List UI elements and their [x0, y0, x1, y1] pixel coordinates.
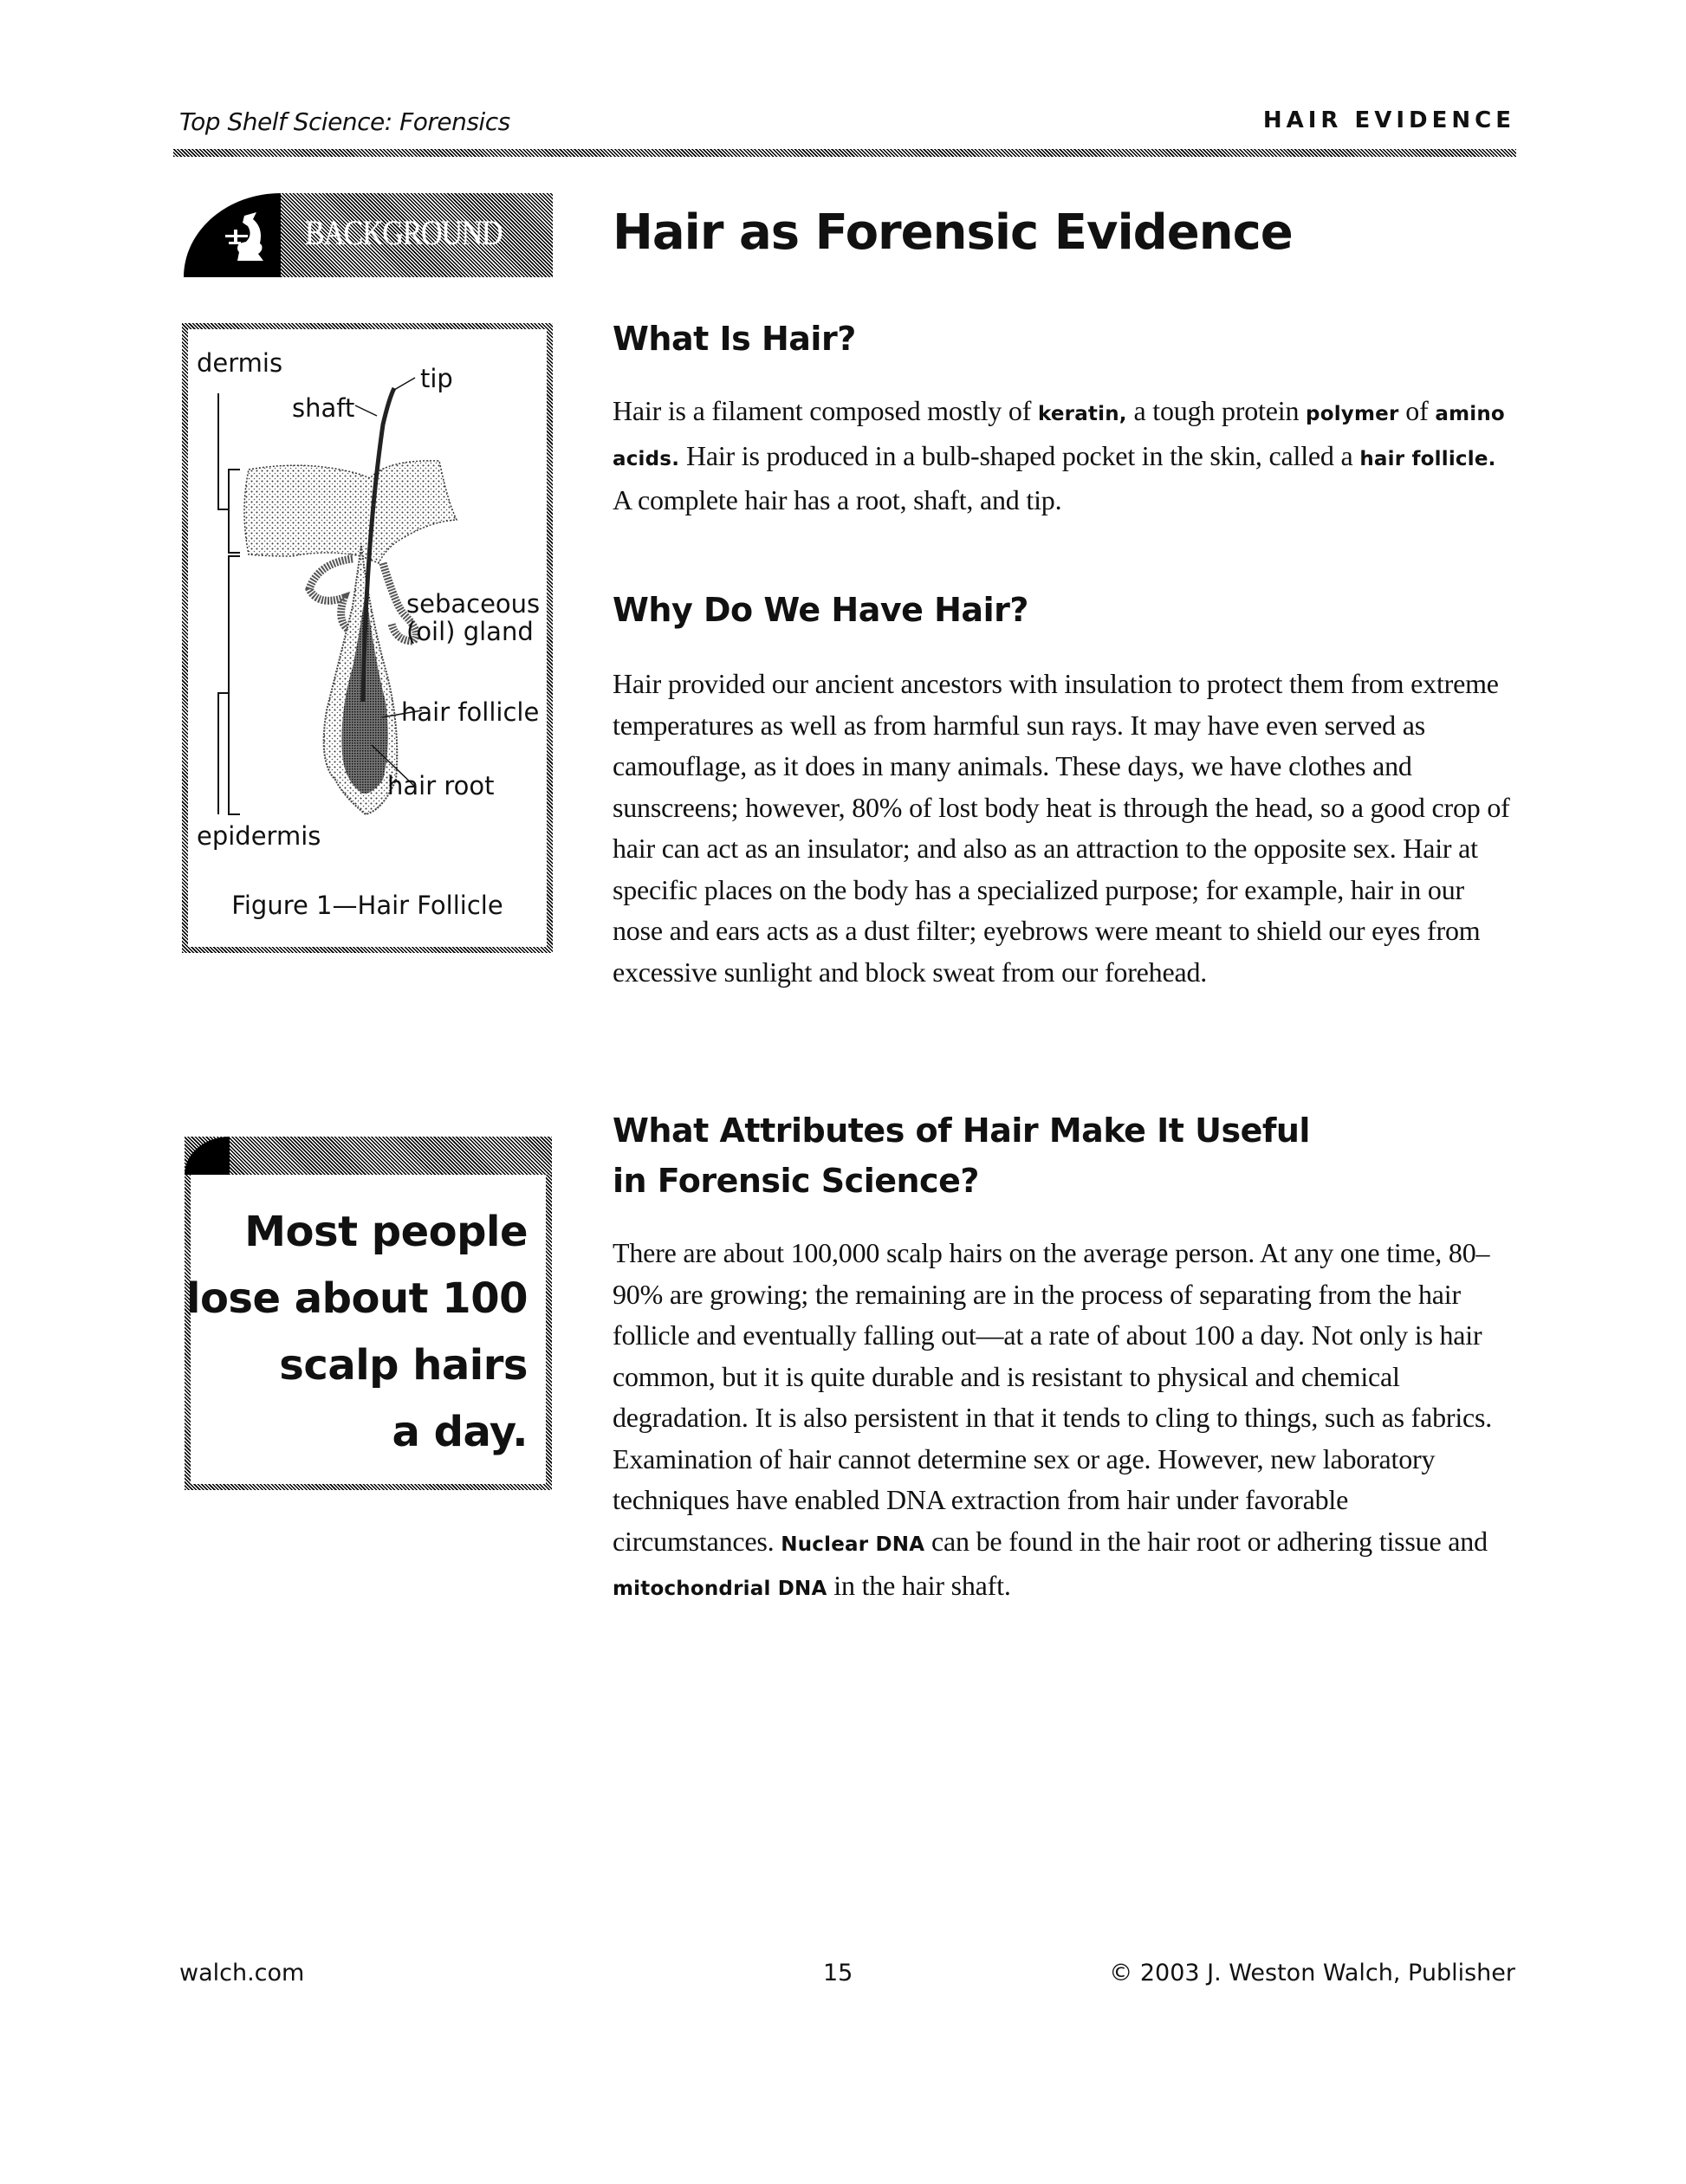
- label-hair-follicle: hair follicle: [401, 697, 540, 727]
- section-heading-why-hair: Why Do We Have Hair?: [613, 591, 1028, 629]
- section-heading-what-is-hair: What Is Hair?: [613, 320, 856, 358]
- footer-website: walch.com: [179, 1960, 305, 1986]
- glossary-term: polymer: [1306, 403, 1399, 425]
- label-tip: tip: [420, 364, 453, 393]
- glossary-term: hair follicle.: [1359, 447, 1496, 470]
- section-paragraph-why-hair: Hair provided our ancient ancestors with insulation to protect them from extreme temperatures as well as from harmful sun rays. It may have even served as camouflage, as it does in many animals. These days, we have clothes and sunscreens; however, 80% of lost body heat is through the head, so a good crop of hair can act as an insulator; and also as an attraction to the opposite sex. Hair at specific places on the body has a specialized purpose; for example, hair in our nose and ears acts as a dust filter; eyebrows were meant to shield our eyes from excessive sunlight and block sweat from our forehead.: [613, 668, 1510, 988]
- label-epidermis: epidermis: [197, 821, 321, 851]
- figure-hair-follicle: [182, 323, 553, 953]
- glossary-term: Nuclear DNA: [781, 1533, 925, 1556]
- fact-callout: [185, 1137, 552, 1490]
- section-paragraph-what-is-hair: Hair is a filament composed mostly of keratin, a tough protein polymer of amino acids. Hair is produced in a bulb-shaped pocket in the skin, called a hair follicle. A complete hair has a root, shaft, and tip.: [613, 395, 1505, 515]
- page-title: Hair as Forensic Evidence: [613, 204, 1293, 261]
- running-header-section-title: HAIR EVIDENCE: [1262, 107, 1515, 133]
- label-oil-gland: (oil) gland: [406, 617, 534, 646]
- callout-line: lose about 100: [185, 1274, 528, 1323]
- header-rule: [173, 149, 1516, 157]
- callout-text: [186, 1199, 528, 1466]
- callout-line: a day.: [392, 1408, 528, 1456]
- label-sebaceous: sebaceous: [406, 589, 541, 619]
- glossary-term: keratin,: [1037, 403, 1127, 425]
- skin-cell-layer: [244, 461, 457, 563]
- tab-label: BACKGROUND: [305, 213, 503, 252]
- callout-header-band: [185, 1137, 552, 1175]
- layer-brackets: [218, 393, 240, 814]
- footer-page-number: 15: [823, 1960, 853, 1986]
- callout-line: Most people: [244, 1208, 528, 1256]
- footer-copyright: © 2003 J. Weston Walch, Publisher: [1109, 1960, 1515, 1986]
- callout-line: scalp hairs: [279, 1341, 528, 1390]
- running-header-book-title: Top Shelf Science: Forensics: [179, 107, 510, 136]
- glossary-term: amino acids.: [613, 403, 1505, 470]
- section-heading-forensic-attributes: What Attributes of Hair Make It Useful in Forensic Science?: [613, 1111, 1310, 1200]
- label-dermis: dermis: [197, 348, 283, 378]
- section-paragraph-forensic-attributes: There are about 100,000 scalp hairs on the average person. At any one time, 80–90% are growing; the remaining are in the process of separating from the hair follicle and eventually falling out—at a rate of about 100 a day. Not only is hair common, but it is quite durable and is resistant to physical and chemical degradation. It is also persistent in that it tends to cling to things, such as fabrics. Examination of hair cannot determine sex or age. However, new laboratory techniques have enabled DNA extraction from hair under favorable circumstances. Nuclear DNA can be found in the hair root or adhering tissue and mitochondrial DNA in the hair shaft.: [613, 1237, 1493, 1601]
- microscope-icon: [218, 211, 270, 266]
- label-shaft: shaft: [292, 393, 355, 423]
- glossary-term: mitochondrial DNA: [613, 1578, 827, 1600]
- background-section-tab: [184, 193, 553, 277]
- figure-caption: Figure 1—Hair Follicle: [231, 891, 503, 920]
- label-hair-root: hair root: [387, 771, 495, 800]
- figure-panel: [188, 329, 547, 947]
